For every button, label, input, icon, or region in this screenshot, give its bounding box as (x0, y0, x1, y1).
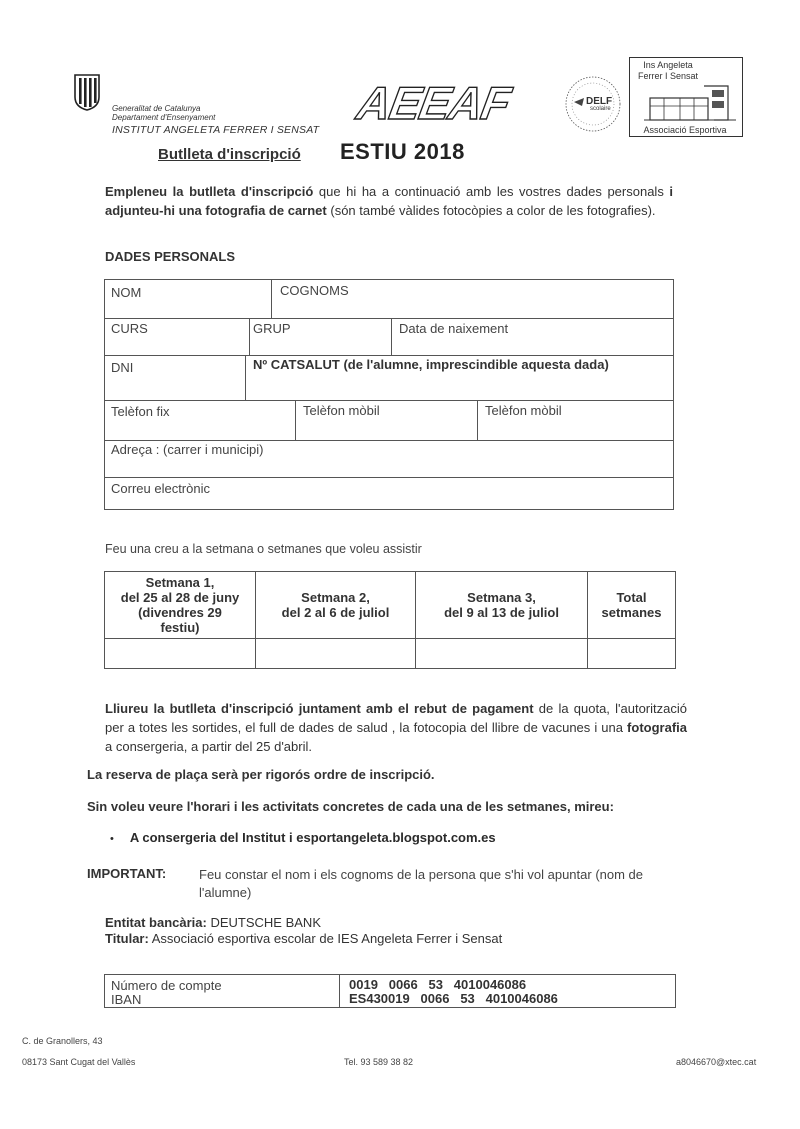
week-2-header (256, 572, 415, 638)
footer-email: a8046670@xtec.cat (676, 1057, 757, 1067)
iban-value: ES430019 0066 53 4010046086 (349, 991, 558, 1006)
delf-subtext: scolaire (590, 106, 611, 112)
institute-name: INSTITUT ANGELETA FERRER I SENSAT (112, 124, 320, 136)
department-line: Departament d'Ensenyament (112, 113, 216, 122)
account-number-value: 0019 0066 53 4010046086 (349, 977, 527, 992)
bank-holder-label: Titular: (105, 931, 149, 946)
total-weeks-cell[interactable] (588, 639, 675, 668)
bank-holder-value: Associació esportiva escolar de IES Angeleta Ferrer i Sensat (148, 931, 503, 946)
logo-line-1: Ins Angeleta (643, 60, 693, 70)
field-telefon-fix[interactable]: Telèfon fix (111, 404, 170, 419)
important-message: Feu constar el nom i els cognoms de la persona que s'hi vol apuntar (nom de l'alumne) (199, 867, 644, 900)
intro-paragraph (105, 182, 673, 220)
footer-city: 08173 Sant Cugat del Vallès (22, 1057, 136, 1067)
week-1-dates: del 25 al 28 de juny (120, 590, 240, 605)
delf-text: DELF (586, 96, 613, 107)
important-text (199, 866, 685, 902)
field-telefon-mobil-2[interactable]: Telèfon mòbil (485, 403, 562, 418)
field-grup[interactable]: GRUP (253, 321, 291, 336)
bank-account-table (104, 974, 676, 1008)
delivery-text: de la quota, l'autorització per a totes les sortides, el full de dades de salud , la fotocopia del llibre de vacunes i una (105, 701, 687, 735)
info-bullet (110, 830, 496, 845)
generalitat-line: Generalitat de Catalunya (112, 104, 201, 113)
delivery-photo-bold: fotografia (627, 720, 687, 735)
reserva-notice: La reserva de plaça serà per rigorós ordre de inscripció. (87, 767, 435, 782)
field-dni[interactable]: DNI (111, 360, 134, 375)
form-title: Butlleta d'inscripció (158, 146, 301, 163)
week-selection-table (104, 571, 676, 669)
field-adreca[interactable]: Adreça : (carrer i municipi) (111, 442, 264, 457)
intro-text-2: (són també vàlides fotocòpies a color de les fotografies). (326, 203, 656, 218)
personal-data-table (104, 279, 674, 510)
logo-line-2: Ferrer I Sensat (637, 71, 699, 81)
week-3-header (416, 572, 587, 638)
dades-personals-heading: DADES PERSONALS (105, 249, 236, 264)
bank-entity-label: Entitat bancària: (105, 915, 207, 930)
associacio-logo (629, 57, 743, 137)
week-2-checkbox-cell[interactable] (256, 639, 415, 668)
total-subtitle: setmanes (601, 605, 662, 620)
week-3-dates: del 9 al 13 de juliol (444, 605, 559, 620)
logo-assoc-text: Associació Esportiva (643, 125, 727, 135)
field-telefon-mobil-1[interactable]: Telèfon mòbil (303, 403, 380, 418)
delivery-instructions (105, 699, 687, 756)
week-1-checkbox-cell[interactable] (105, 639, 255, 668)
week-3-title: Setmana 3, (467, 590, 536, 605)
bank-entity-value: DEUTSCHE BANK (206, 915, 321, 930)
week-3-checkbox-cell[interactable] (416, 639, 587, 668)
generalitat-text (112, 104, 215, 122)
week-1-header (105, 572, 255, 638)
week-2-title: Setmana 2, (301, 590, 370, 605)
field-cognoms[interactable]: COGNOMS (280, 283, 349, 298)
building-drawing-icon (644, 84, 736, 122)
info-bullet-text: A consergeria del Institut i esportangeleta.blogspot.com.es (129, 830, 496, 845)
generalitat-logo-icon (72, 73, 102, 111)
week-1-note: (divendres 29 (138, 605, 222, 620)
bank-entity (105, 915, 321, 930)
intro-bold-1: Empleneu la butlleta d'inscripció (105, 184, 314, 199)
logo-school-name (630, 60, 706, 82)
form-edition: ESTIU 2018 (340, 139, 465, 164)
delivery-bold: Lliureu la butlleta d'inscripció juntament amb el rebut de pagament (105, 701, 534, 716)
bullet-dot-icon: • (110, 833, 114, 845)
week-1-title: Setmana 1, (145, 575, 215, 590)
week-1-note-end: festiu) (160, 620, 200, 635)
week-instruction: Feu una creu a la setmana o setmanes que voleu assistir (105, 542, 422, 556)
delivery-date-text: a consergeria, a partir del 25 d'abril. (105, 739, 312, 754)
field-correu[interactable]: Correu electrònic (111, 481, 210, 496)
iban-label: IBAN (111, 992, 142, 1007)
field-curs[interactable]: CURS (111, 321, 148, 336)
schedule-notice: Sin voleu veure l'horari i les activitats concretes de cada una de les setmanes, mireu: (87, 799, 614, 814)
total-title: Total (616, 590, 647, 605)
field-catsalut[interactable]: Nº CATSALUT (de l'alumne, imprescindible aquesta dada) (253, 357, 609, 372)
footer-address: C. de Granollers, 43 (22, 1036, 103, 1046)
aeeaf-logo: AEEAF (353, 77, 514, 129)
intro-bold-2: i adjunteu-hi una fotografia de carnet (105, 184, 674, 218)
account-number-label: Número de compte (111, 978, 222, 993)
bank-holder (105, 931, 502, 946)
intro-text-1: que hi ha a continuació amb les vostres dades personals (313, 184, 670, 199)
important-label: IMPORTANT: (87, 866, 167, 881)
footer-phone: Tel. 93 589 38 82 (344, 1057, 414, 1067)
delf-logo (562, 74, 624, 134)
total-header (588, 572, 675, 638)
field-data-naixement[interactable]: Data de naixement (399, 321, 509, 336)
field-nom[interactable]: NOM (111, 285, 142, 300)
week-2-dates: del 2 al 6 de juliol (281, 605, 390, 620)
